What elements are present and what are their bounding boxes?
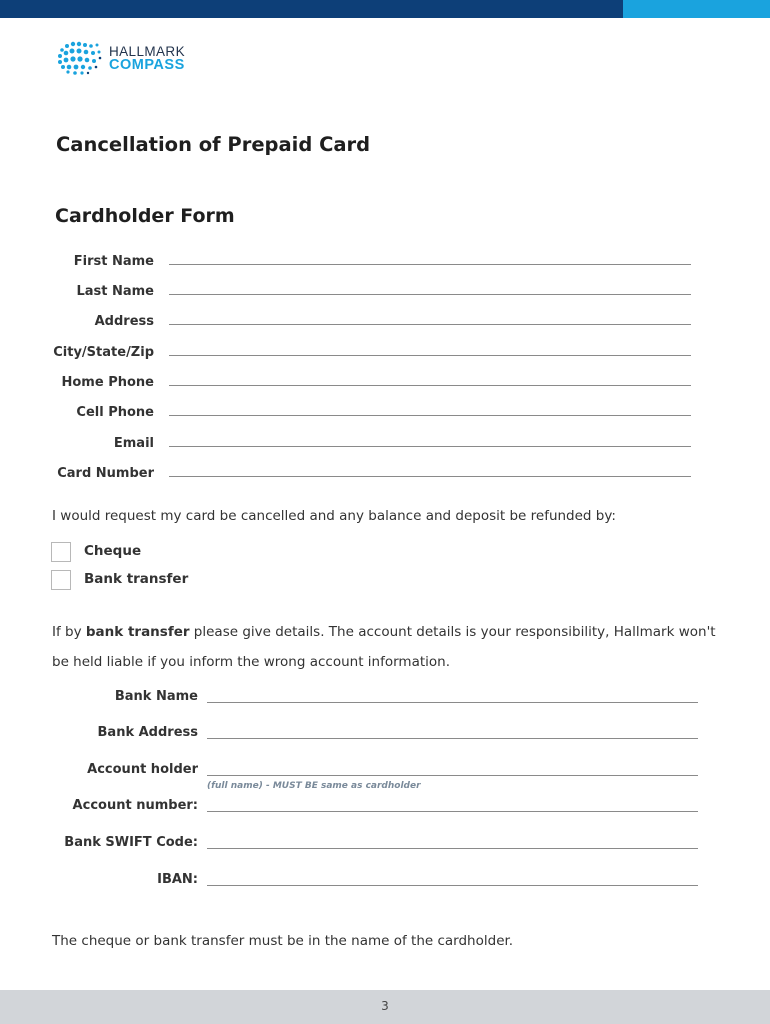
field-label: Email <box>113 436 154 451</box>
field-label: Cell Phone <box>76 405 154 420</box>
bank-field-label: Bank SWIFT Code: <box>64 835 198 850</box>
bank-field-label: Account holder <box>87 762 198 777</box>
field-input-line[interactable] <box>169 355 691 356</box>
header-bar-dark <box>0 0 623 18</box>
document-title: Cancellation of Prepaid Card <box>56 133 371 156</box>
field-email <box>0 436 770 456</box>
field-label: Card Number <box>57 466 154 481</box>
bank-field-iban <box>0 872 770 892</box>
section-title: Cardholder Form <box>55 205 235 227</box>
bank-instructions <box>52 617 732 677</box>
bank-transfer-label: Bank transfer <box>84 571 189 587</box>
field-input-line[interactable] <box>169 446 691 447</box>
hallmark-compass-logo <box>55 40 205 80</box>
field-card-number <box>0 466 770 486</box>
globe-icon <box>55 40 103 76</box>
cheque-label: Cheque <box>84 543 142 559</box>
field-input-line[interactable] <box>169 415 691 416</box>
bank-field-input-line[interactable] <box>207 811 698 812</box>
page-number: 3 <box>381 999 389 1013</box>
field-home-phone <box>0 375 770 395</box>
field-input-line[interactable] <box>169 324 691 325</box>
bank-field-input-line[interactable] <box>207 885 698 886</box>
bank-field-input-line[interactable] <box>207 738 698 739</box>
bank-field-account-holder <box>0 762 770 782</box>
field-input-line[interactable] <box>169 385 691 386</box>
bank-field-label: Bank Address <box>97 725 198 740</box>
refund-request-text: I would request my card be cancelled and any balance and deposit be refunded by: <box>52 508 616 524</box>
field-cell-phone <box>0 405 770 425</box>
field-city-state-zip <box>0 345 770 365</box>
field-first-name <box>0 254 770 274</box>
account-holder-hint: (full name) - MUST BE same as cardholder <box>207 781 421 791</box>
field-label: Home Phone <box>61 375 154 390</box>
bank-field-label: Bank Name <box>114 689 198 704</box>
bank-field-label: IBAN: <box>157 872 198 887</box>
field-label: Last Name <box>76 284 154 299</box>
bank-field-bank-name <box>0 689 770 709</box>
bank-field-input-line[interactable] <box>207 702 698 703</box>
bank-instructions-suffix: please give details. The account details is your responsibility, Hallmark won't be held liable if you inform the wrong account information. <box>52 624 716 670</box>
bank-field-account-number <box>0 798 770 818</box>
bank-field-input-line[interactable] <box>207 848 698 849</box>
page-footer <box>0 990 770 1024</box>
field-label: City/State/Zip <box>53 345 154 360</box>
bank-field-bank-swift-code <box>0 835 770 855</box>
field-input-line[interactable] <box>169 294 691 295</box>
logo-text-compass: COMPASS <box>109 57 185 73</box>
bank-field-label: Account number: <box>72 798 198 813</box>
field-label: First Name <box>73 254 154 269</box>
cheque-checkbox[interactable] <box>51 542 71 562</box>
field-address <box>0 314 770 334</box>
field-input-line[interactable] <box>169 476 691 477</box>
footer-note: The cheque or bank transfer must be in the name of the cardholder. <box>52 933 514 949</box>
header-bar-accent <box>623 0 770 18</box>
bank-field-bank-address <box>0 725 770 745</box>
logo-text-hallmark: HALLMARK <box>109 44 185 59</box>
bank-instructions-prefix: If by <box>52 624 86 640</box>
field-label: Address <box>94 314 154 329</box>
field-input-line[interactable] <box>169 264 691 265</box>
bank-instructions-bold: bank transfer <box>85 624 190 640</box>
bank-field-input-line[interactable] <box>207 775 698 776</box>
field-last-name <box>0 284 770 304</box>
bank-transfer-checkbox[interactable] <box>51 570 71 590</box>
